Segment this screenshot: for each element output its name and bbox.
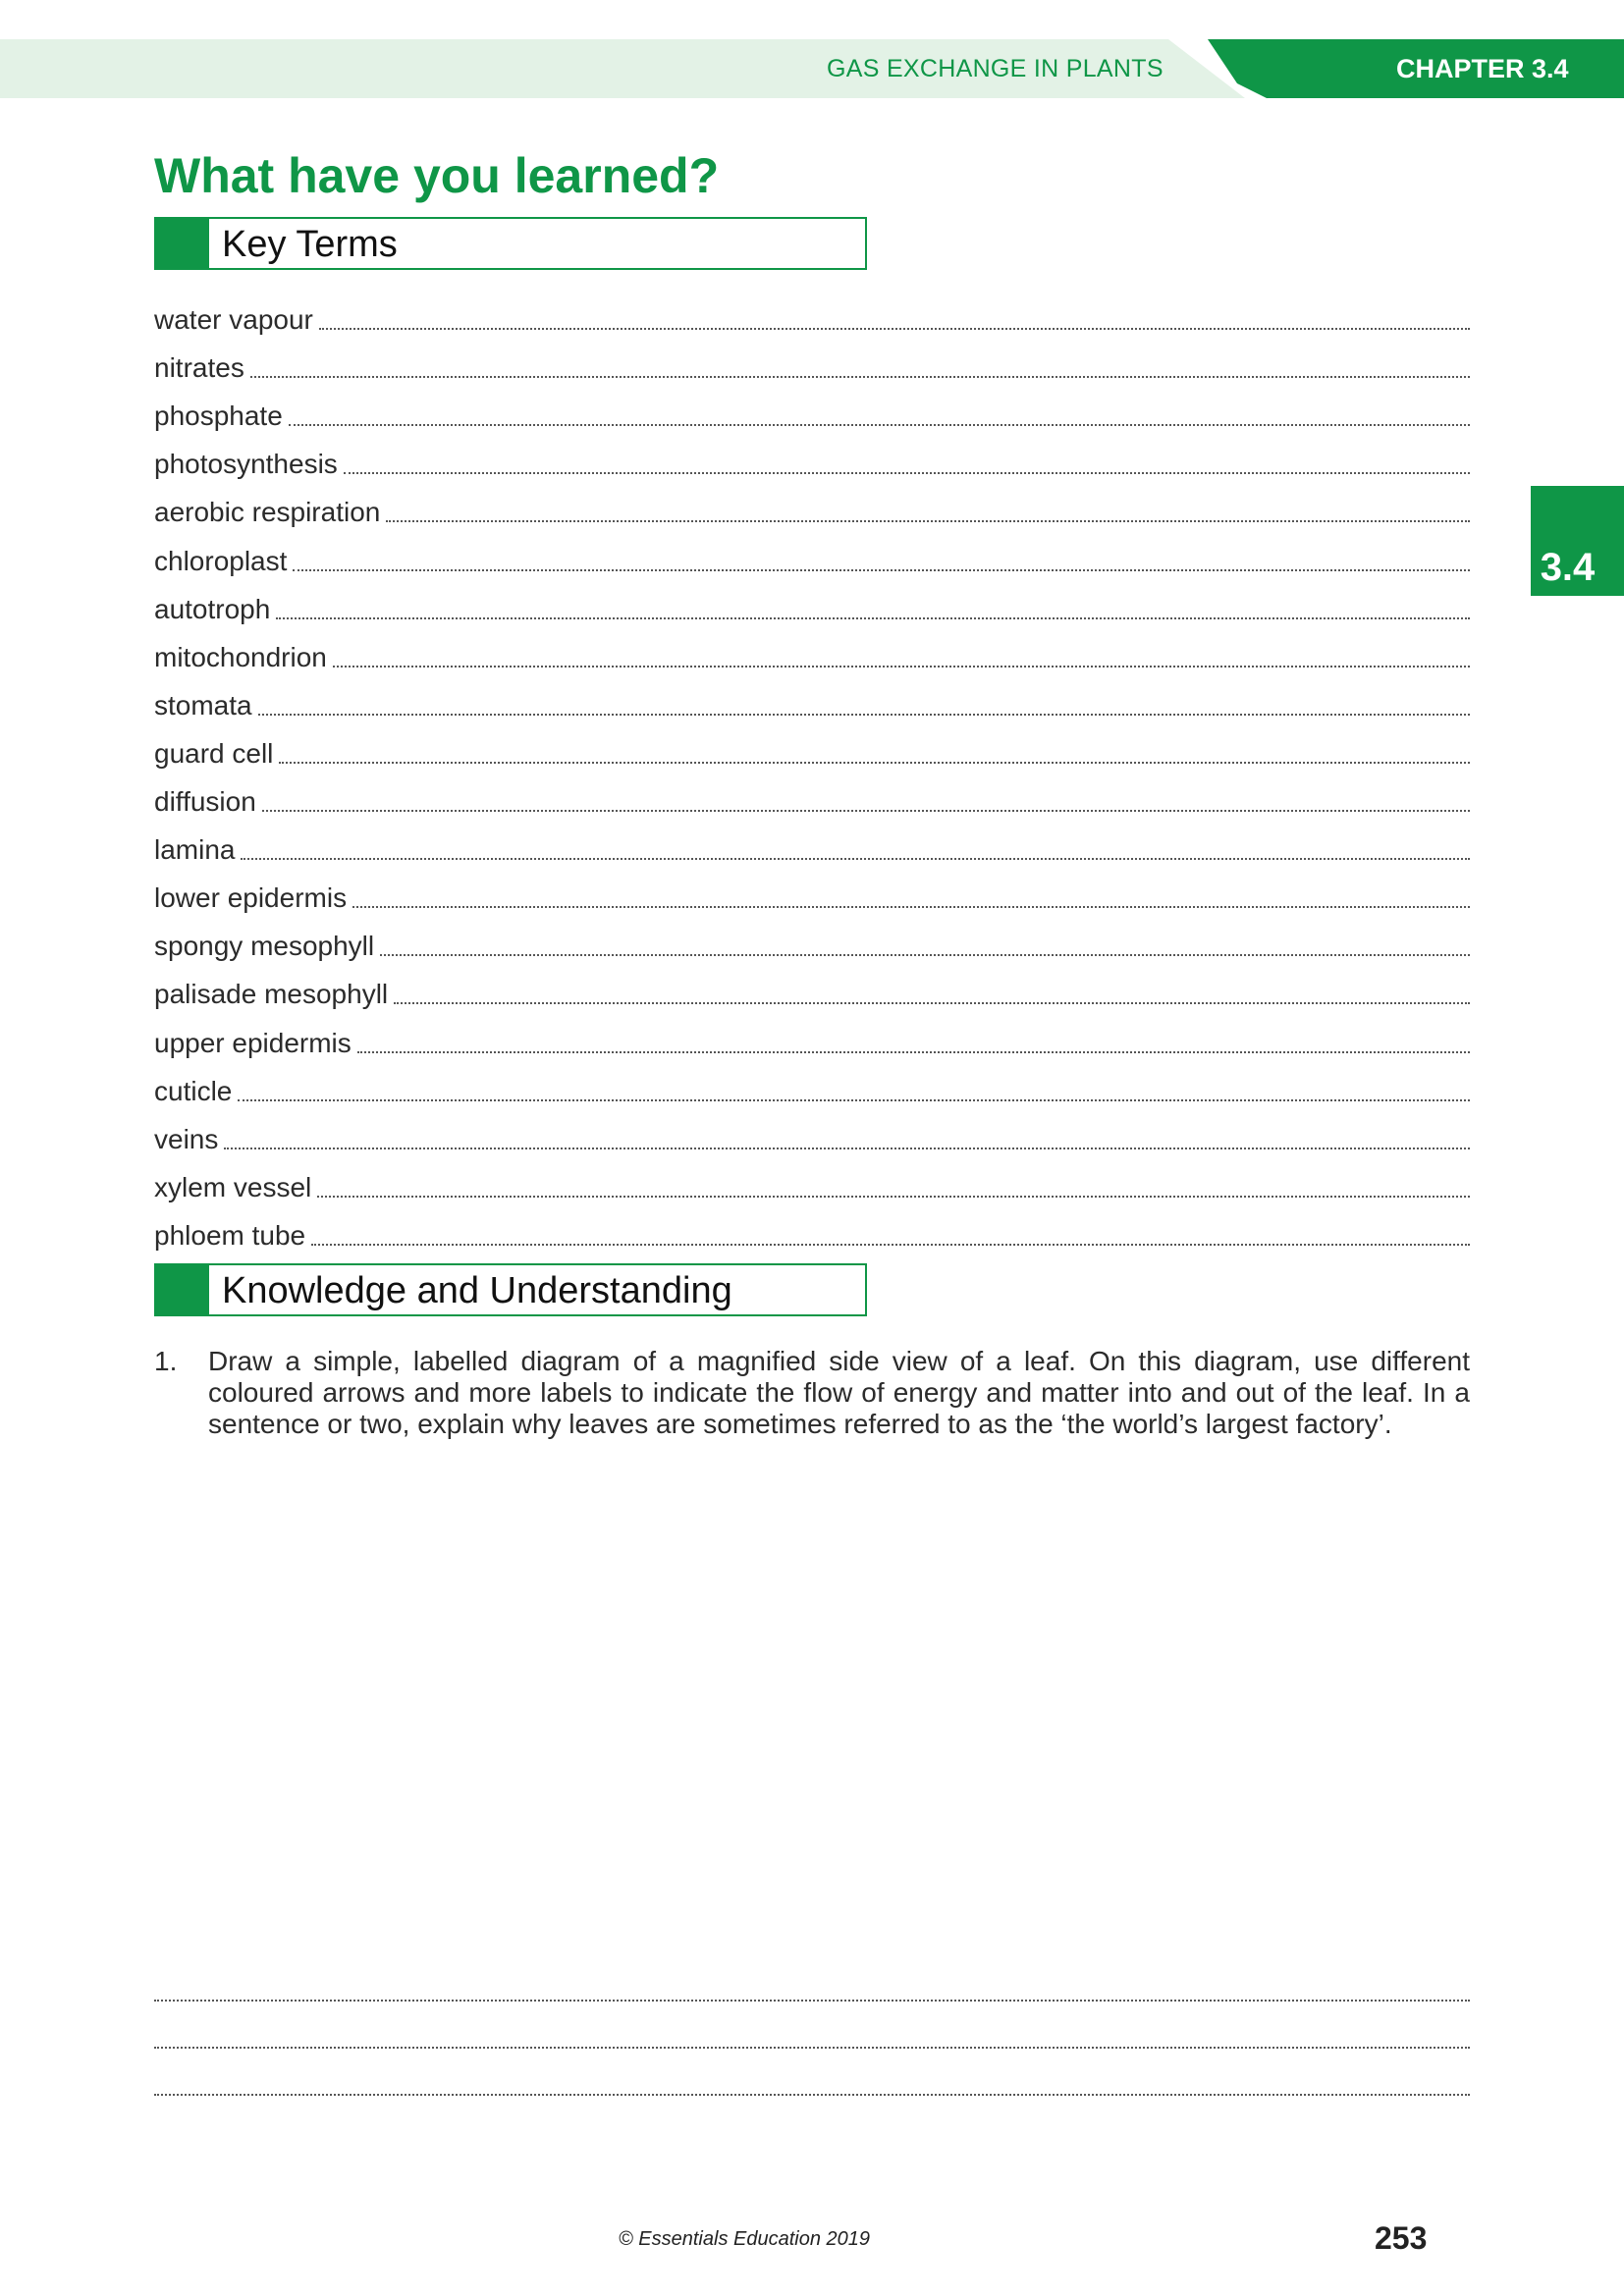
key-term-row[interactable] xyxy=(154,876,1470,915)
key-term-answer-line[interactable] xyxy=(333,665,1470,667)
page-number: 253 xyxy=(1375,2220,1428,2256)
key-term-row[interactable] xyxy=(154,1213,1470,1253)
key-term-answer-line[interactable] xyxy=(238,1098,1470,1101)
key-term-row[interactable] xyxy=(154,1165,1470,1204)
key-terms-section-header xyxy=(154,217,867,270)
question-text: Draw a simple, labelled diagram of a magnified side view of a leaf. On this diagram, use different coloured arrows and more labels to indicate the flow of energy and matter into and out of the leaf. In a sentence or two, explain why leaves are sometimes referred to as the ‘the world’s largest factory’. xyxy=(208,1346,1470,1439)
knowledge-title: Knowledge and Understanding xyxy=(222,1270,732,1311)
section-marker xyxy=(156,219,209,268)
key-term-row[interactable] xyxy=(154,828,1470,867)
key-term-answer-line[interactable] xyxy=(289,423,1470,426)
key-term-answer-line[interactable] xyxy=(241,857,1470,860)
key-term-label: cuticle xyxy=(154,1076,233,1106)
key-term-answer-line[interactable] xyxy=(276,616,1470,619)
key-term-answer-line[interactable] xyxy=(386,519,1470,522)
key-term-label: guard cell xyxy=(154,738,274,769)
section-marker xyxy=(156,1265,209,1314)
key-term-label: chloroplast xyxy=(154,546,288,576)
key-term-row[interactable] xyxy=(154,587,1470,626)
key-term-label: water vapour xyxy=(154,304,313,335)
key-term-row[interactable] xyxy=(154,346,1470,385)
key-term-label: lamina xyxy=(154,834,236,865)
key-term-row[interactable] xyxy=(154,683,1470,722)
key-term-label: nitrates xyxy=(154,352,244,383)
key-term-answer-line[interactable] xyxy=(317,1195,1470,1198)
key-term-label: diffusion xyxy=(154,786,256,817)
key-term-answer-line[interactable] xyxy=(311,1243,1470,1246)
key-term-row[interactable] xyxy=(154,1021,1470,1060)
chapter-side-tab-label: 3.4 xyxy=(1540,546,1596,589)
key-term-answer-line[interactable] xyxy=(279,761,1470,764)
chapter-label: CHAPTER 3.4 xyxy=(1396,54,1569,83)
key-term-answer-line[interactable] xyxy=(258,713,1470,716)
key-term-answer-line[interactable] xyxy=(344,471,1470,474)
key-term-row[interactable] xyxy=(154,539,1470,578)
key-term-row[interactable] xyxy=(154,490,1470,529)
key-term-answer-line[interactable] xyxy=(293,568,1470,571)
header-band-shape xyxy=(0,39,1624,98)
page-heading: What have you learned? xyxy=(154,148,720,203)
key-term-label: stomata xyxy=(154,690,252,721)
key-term-answer-line[interactable] xyxy=(224,1147,1470,1149)
key-term-label: photosynthesis xyxy=(154,449,338,479)
key-term-answer-line[interactable] xyxy=(262,809,1470,812)
key-term-row[interactable] xyxy=(154,779,1470,819)
footer-copyright: © Essentials Education 2019 xyxy=(619,2228,871,2250)
key-term-label: phloem tube xyxy=(154,1220,306,1251)
key-term-label: phosphate xyxy=(154,400,283,431)
key-term-label: veins xyxy=(154,1124,219,1154)
key-term-row[interactable] xyxy=(154,924,1470,963)
answer-line[interactable] xyxy=(154,2000,1470,2002)
key-term-answer-line[interactable] xyxy=(357,1050,1470,1053)
answer-line[interactable] xyxy=(154,2047,1470,2049)
key-term-answer-line[interactable] xyxy=(380,953,1470,956)
key-term-row[interactable] xyxy=(154,394,1470,433)
key-term-label: spongy mesophyll xyxy=(154,931,375,961)
key-term-label: mitochondrion xyxy=(154,642,327,672)
key-term-label: xylem vessel xyxy=(154,1172,312,1202)
key-term-label: lower epidermis xyxy=(154,882,348,913)
key-term-row[interactable] xyxy=(154,972,1470,1011)
key-term-row[interactable] xyxy=(154,297,1470,337)
running-section-title: GAS EXCHANGE IN PLANTS xyxy=(827,55,1164,82)
key-term-answer-line[interactable] xyxy=(352,905,1470,908)
key-term-label: aerobic respiration xyxy=(154,497,381,527)
key-term-row[interactable] xyxy=(154,635,1470,674)
header-band xyxy=(0,39,1624,98)
key-term-label: palisade mesophyll xyxy=(154,979,389,1009)
answer-line[interactable] xyxy=(154,2094,1470,2096)
key-term-answer-line[interactable] xyxy=(250,375,1470,378)
key-term-row[interactable] xyxy=(154,1117,1470,1156)
key-term-row[interactable] xyxy=(154,731,1470,771)
key-term-answer-line[interactable] xyxy=(394,1001,1470,1004)
key-term-row[interactable] xyxy=(154,1069,1470,1108)
key-term-label: autotroph xyxy=(154,594,271,624)
key-terms-title: Key Terms xyxy=(222,224,398,265)
key-term-label: upper epidermis xyxy=(154,1028,352,1058)
knowledge-section-header xyxy=(154,1263,867,1316)
question-number: 1. xyxy=(154,1346,178,1376)
key-term-answer-line[interactable] xyxy=(319,327,1470,330)
key-term-row[interactable] xyxy=(154,442,1470,481)
